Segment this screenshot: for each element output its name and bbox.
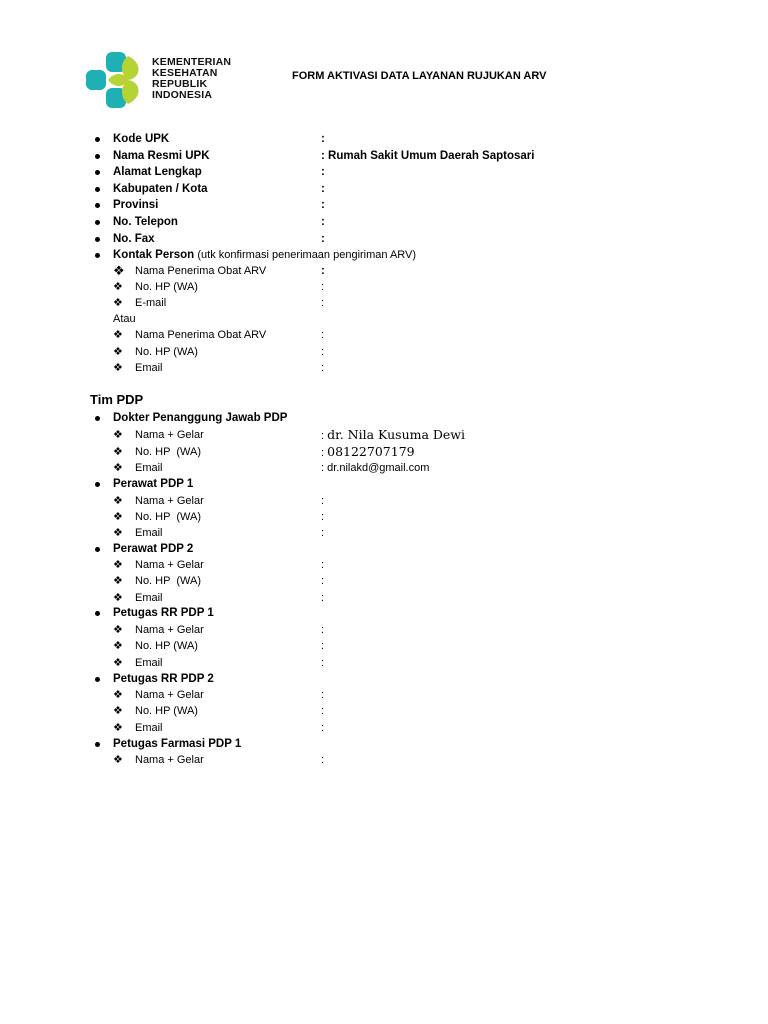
field-colon: : (321, 495, 325, 507)
field-value (321, 427, 465, 444)
field-colon: : (321, 705, 325, 717)
diamond-bullet-icon: ❖ (113, 346, 123, 358)
field-colon: : (321, 527, 325, 539)
field-label: Provinsi (113, 199, 159, 211)
field-colon: : (321, 511, 325, 523)
field-label: Email (135, 592, 163, 604)
logo-text (152, 57, 231, 101)
kemenkes-emblem-icon (84, 50, 148, 110)
field-colon: : (321, 199, 325, 211)
field-label: Nama Penerima Obat ARV (135, 265, 267, 277)
diamond-bullet-icon: ❖ (113, 592, 123, 604)
field-label: Nama + Gelar (135, 624, 204, 636)
field-colon: : (321, 150, 325, 162)
field-colon: : (321, 640, 325, 652)
field-label: Nama + Gelar (135, 429, 204, 441)
field-label: Nama + Gelar (135, 689, 204, 701)
field-colon: : (321, 559, 325, 571)
atau-text: Atau (113, 313, 136, 325)
field-colon: : (321, 265, 325, 277)
field-value (321, 148, 534, 164)
bullet-icon (95, 416, 100, 421)
diamond-bullet-icon: ❖ (113, 329, 123, 341)
diamond-bullet-icon: ❖ (113, 429, 123, 441)
bullet-icon (95, 253, 100, 258)
field-colon: : (321, 592, 325, 604)
field-label: Email (135, 722, 163, 734)
group-label: Petugas RR PDP 1 (113, 607, 214, 619)
field-label: Email (135, 462, 163, 474)
field-label: Alamat Lengkap (113, 166, 202, 178)
bullet-icon (95, 742, 100, 747)
logo-line-1: KEMENTERIAN (152, 56, 232, 68)
diamond-bullet-icon: ❖ (113, 281, 123, 293)
diamond-bullet-icon: ❖ (113, 624, 123, 636)
field-label: Nama + Gelar (135, 495, 204, 507)
kontak-person-note: (utk konfirmasi penerimaan pengiriman ARV) (197, 249, 417, 261)
diamond-bullet-icon: ❖ (113, 722, 123, 734)
field-label: Email (135, 527, 163, 539)
bullet-icon (95, 170, 100, 175)
field-colon: : (321, 722, 325, 734)
field-label: Nama Penerima Obat ARV (135, 329, 267, 341)
field-label: No. HP (WA) (135, 346, 198, 358)
field-colon: : (321, 346, 325, 358)
group-label: Perawat PDP 1 (113, 478, 194, 490)
field-label: No. HP (WA) (135, 705, 198, 717)
diamond-bullet-icon: ❖ (113, 657, 123, 669)
field-value (321, 460, 429, 476)
logo-line-4: INDONESIA (152, 89, 213, 101)
diamond-bullet-icon: ❖ (113, 527, 123, 539)
kontak-person-label: Kontak Person (113, 249, 195, 261)
field-colon: : (321, 297, 325, 309)
field-label: No. Telepon (113, 216, 178, 228)
field-label: Nama Resmi UPK (113, 150, 210, 162)
bullet-icon (95, 137, 100, 142)
bullet-icon (95, 611, 100, 616)
field-label: Email (135, 362, 163, 374)
group-label: Petugas Farmasi PDP 1 (113, 738, 242, 750)
field-label: No. HP (WA) (135, 511, 202, 523)
field-value (321, 444, 415, 461)
field-colon: : (321, 216, 325, 228)
field-label: Email (135, 657, 163, 669)
bullet-icon (95, 154, 100, 159)
diamond-bullet-icon: ❖ (113, 559, 123, 571)
group-label: Perawat PDP 2 (113, 543, 194, 555)
diamond-bullet-icon: ❖ (113, 297, 123, 309)
diamond-bullet-icon: ❖ (113, 754, 123, 766)
field-colon: : (321, 183, 325, 195)
logo-line-3: REPUBLIK (152, 78, 208, 90)
field-colon: : (321, 754, 325, 766)
bullet-icon (95, 203, 100, 208)
field-label: No. HP (WA) (135, 640, 198, 652)
diamond-bullet-icon: ❖ (113, 705, 123, 717)
dokter-email-value: dr.nilakd@gmail.com (327, 462, 430, 474)
field-label: Nama + Gelar (135, 559, 204, 571)
field-colon: : (321, 362, 325, 374)
field-colon: : (321, 624, 325, 636)
diamond-bullet-icon: ❖ (113, 575, 123, 587)
field-colon: : (321, 133, 325, 145)
field-label (113, 247, 416, 263)
logo-line-2: KESEHATAN (152, 67, 218, 79)
diamond-bullet-icon: ❖ (113, 640, 123, 652)
diamond-bullet-icon: ❖ (113, 446, 123, 458)
bullet-icon (95, 237, 100, 242)
diamond-bullet-icon: ❖ (113, 495, 123, 507)
diamond-bullet-icon: ❖ (113, 462, 123, 474)
field-label: No. HP (WA) (135, 446, 202, 458)
field-colon: : (321, 430, 325, 442)
kemenkes-logo (84, 50, 234, 110)
field-colon: : (321, 575, 325, 587)
section-title-tim-pdp: Tim PDP (90, 392, 144, 407)
form-title: FORM AKTIVASI DATA LAYANAN RUJUKAN ARV (292, 70, 547, 82)
diamond-bullet-icon: ❖ (113, 511, 123, 523)
field-colon: : (321, 166, 325, 178)
field-label: E-mail (135, 297, 167, 309)
group-label: Petugas RR PDP 2 (113, 673, 214, 685)
field-colon: : (321, 462, 325, 474)
nama-resmi-value: Rumah Sakit Umum Daerah Saptosari (328, 150, 535, 162)
bullet-icon (95, 547, 100, 552)
bullet-icon (95, 187, 100, 192)
group-label: Dokter Penanggung Jawab PDP (113, 412, 288, 424)
field-label: No. HP (WA) (135, 281, 198, 293)
field-label: No. Fax (113, 233, 155, 245)
diamond-bullet-icon: ❖ (113, 362, 123, 374)
bullet-icon (95, 220, 100, 225)
field-label: Nama + Gelar (135, 754, 204, 766)
diamond-bullet-icon: ❖ (113, 689, 123, 701)
field-colon: : (321, 689, 325, 701)
field-colon: : (321, 281, 325, 293)
field-colon: : (321, 657, 325, 669)
field-colon: : (321, 233, 325, 245)
diamond-bullet-icon: ❖ (113, 263, 125, 278)
dokter-hp-value: 08122707179 (327, 444, 415, 459)
field-colon: : (321, 329, 325, 341)
field-label: Kabupaten / Kota (113, 183, 208, 195)
field-label: No. HP (WA) (135, 575, 202, 587)
bullet-icon (95, 482, 100, 487)
field-colon: : (321, 447, 325, 459)
field-label: Kode UPK (113, 133, 170, 145)
dokter-nama-value: dr. Nila Kusuma Dewi (327, 427, 466, 442)
bullet-icon (95, 677, 100, 682)
